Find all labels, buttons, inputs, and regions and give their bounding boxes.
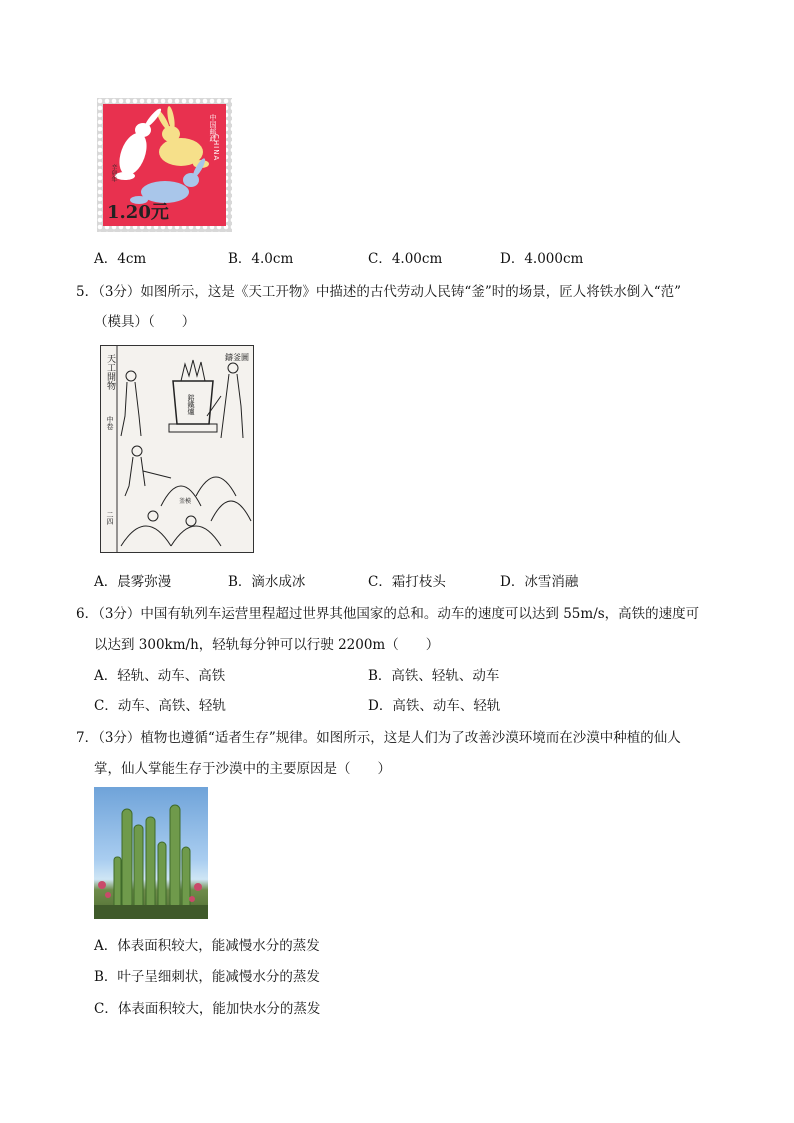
yellow-rabbit bbox=[154, 106, 209, 168]
woodcut-volume-mark: 中卷 bbox=[106, 416, 114, 430]
woodcut-furnace-label: 鎔鐵爐 bbox=[187, 394, 195, 415]
woodcut-page-number: 二四 bbox=[106, 511, 114, 525]
stamp-year: 辛卯年 bbox=[110, 164, 117, 182]
q6-option-c[interactable]: C．动车、高铁、轻轨 bbox=[94, 698, 226, 714]
woodcut-mold-label: 釜模 bbox=[179, 498, 192, 505]
q5-stem-line1: 5．（3分）如图所示，这是《天工开物》中描述的古代劳动人民铸“釜”时的场景，匠人将铁水倒入“范” bbox=[76, 284, 682, 300]
q7-stem-line2: 掌，仙人掌能生存于沙漠中的主要原因是（ ） bbox=[94, 761, 391, 777]
q7-option-a[interactable]: A．体表面积较大，能减慢水分的蒸发 bbox=[94, 938, 320, 954]
q6-stem-line1: 6．（3分）中国有轨列车运营里程超过世界其他国家的总和。动车的速度可以达到 55m/s，高铁的速度可 bbox=[76, 606, 700, 622]
q5-stem-line2: （模具）（ ） bbox=[94, 314, 196, 330]
stamp-country-en: CHINA bbox=[212, 134, 220, 162]
q5-option-d[interactable]: D．冰雪消融 bbox=[500, 574, 579, 590]
q5-option-a[interactable]: A．晨雾弥漫 bbox=[94, 574, 172, 590]
q6-option-a[interactable]: A．轻轨、动车、高铁 bbox=[94, 668, 226, 684]
cactus-photo bbox=[94, 787, 208, 919]
q4-option-c[interactable]: C．4.00cm bbox=[368, 251, 443, 267]
q6-option-d[interactable]: D．高铁、动车、轻轨 bbox=[368, 698, 501, 714]
woodcut-plate-title: 鑄釜圖 bbox=[225, 353, 249, 362]
q7-stem-line1: 7．（3分）植物也遵循“适者生存”规律。如图所示，这是人们为了改善沙漠环境而在沙漠中种植的仙人 bbox=[76, 730, 681, 746]
q7-option-b[interactable]: B．叶子呈细刺状，能减慢水分的蒸发 bbox=[94, 969, 320, 985]
q7-option-c[interactable]: C．体表面积较大，能加快水分的蒸发 bbox=[94, 1001, 321, 1017]
q6-stem-line2: 以达到 300km/h，轻轨每分钟可以行驶 2200m（ ） bbox=[94, 637, 440, 653]
q5-option-c[interactable]: C．霜打枝头 bbox=[368, 574, 446, 590]
q4-option-b[interactable]: B．4.0cm bbox=[228, 251, 294, 267]
stamp-country-cn: 中国邮政 bbox=[209, 114, 217, 142]
stamp-image bbox=[97, 98, 232, 232]
woodcut-illustration bbox=[100, 345, 254, 553]
woodcut-drawing bbox=[101, 346, 253, 552]
q4-option-d[interactable]: D．4.000cm bbox=[500, 251, 584, 267]
cactus-drawing bbox=[94, 787, 208, 919]
q5-option-b[interactable]: B．滴水成冰 bbox=[228, 574, 306, 590]
white-rabbit bbox=[114, 107, 163, 180]
stamp-value: 1.20元 bbox=[107, 202, 169, 223]
q4-option-a[interactable]: A．4cm bbox=[94, 251, 147, 267]
q6-option-b[interactable]: B．高铁、轻轨、动车 bbox=[368, 668, 500, 684]
woodcut-book-title: 天工開物 bbox=[105, 354, 115, 390]
stamp-face bbox=[103, 104, 226, 226]
